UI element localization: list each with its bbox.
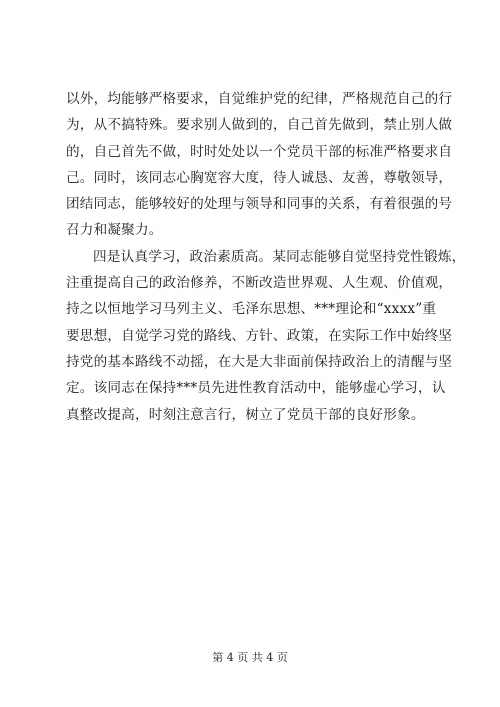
text-line: 以外，均能够严格要求，自觉维护党的纪律，严格规范自己的行 [66, 91, 453, 107]
text-line: 为，从不搞特殊。要求别人做到的，自己首先做到，禁止别人做 [66, 117, 453, 134]
text-line: 持党的基本路线不动摇，在大是大非面前保持政治上的清醒与坚 [66, 353, 453, 370]
paragraph [66, 86, 453, 244]
page-number-label: 第 4 页 共 4 页 [212, 651, 288, 664]
text-line: 注重提高自己的政治修养，不断改造世界观、人生观、价值观， [66, 275, 453, 292]
page-footer [0, 651, 500, 665]
text-line: 要思想，自觉学习党的路线、方针、政策，在实际工作中始终坚 [66, 327, 453, 344]
document-body [66, 86, 466, 428]
text-line: 定。该同志在保持***员先进性教育活动中，能够虚心学习，认 [66, 380, 446, 397]
text-line: 团结同志，能够较好的处理与领导和同事的关系，有着很强的号 [66, 196, 453, 213]
text-line: 的，自己首先不做，时时处处以一个党员干部的标准严格要求自 [66, 143, 453, 160]
paragraph [66, 244, 466, 428]
text-line: 己。同时，该同志心胸宽容大度，待人诚恳、友善，尊敬领导， [66, 169, 453, 186]
text-line: 召力和凝聚力。 [66, 222, 163, 239]
text-line: 持之以恒地学习马列主义、毛泽东思想、***理论和“xxxx”重 [66, 301, 437, 318]
text-line: 真整改提高，时刻注意言行，树立了党员干部的良好形象。 [66, 406, 425, 423]
text-line: 四是认真学习，政治素质高。某同志能够自觉坚持党性锻炼， [93, 248, 466, 265]
